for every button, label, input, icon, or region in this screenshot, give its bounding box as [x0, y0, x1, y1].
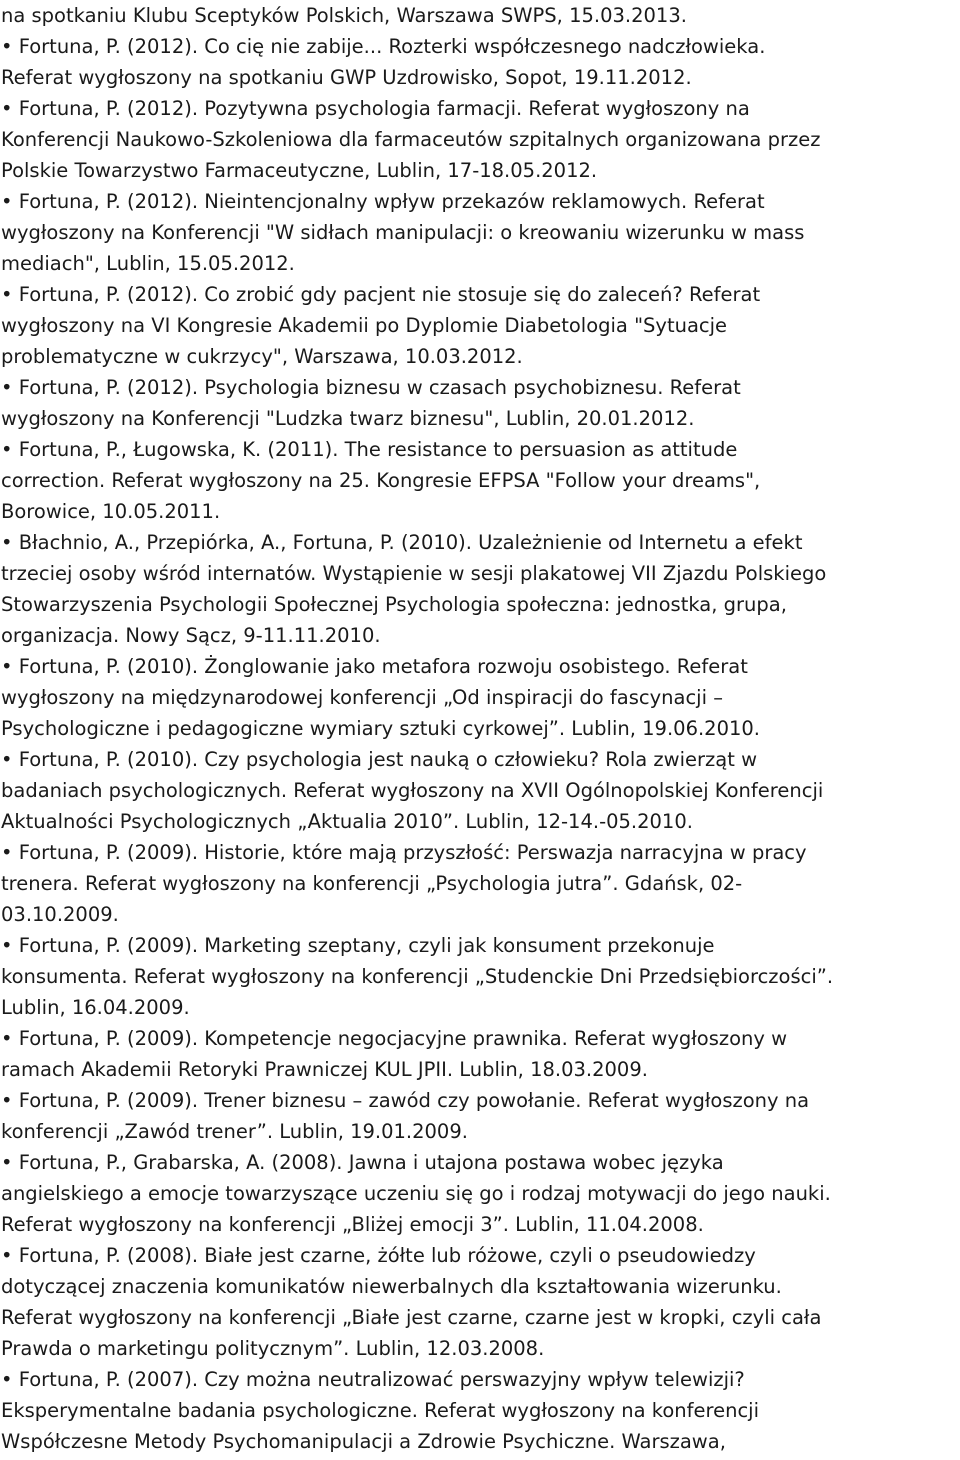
text-line: Aktualności Psychologicznych „Aktualia 2010”. Lublin, 12-14.-05.2010.: [1, 810, 693, 833]
text-line: • Fortuna, P. (2008). Białe jest czarne, żółte lub różowe, czyli o pseudowiedzy: [1, 1244, 756, 1267]
text-line: na spotkaniu Klubu Sceptyków Polskich, Warszawa SWPS, 15.03.2013.: [1, 4, 687, 27]
text-line: • Fortuna, P. (2012). Psychologia biznesu w czasach psychobiznesu. Referat: [1, 376, 741, 399]
text-line: • Fortuna, P. (2012). Co cię nie zabije... Rozterki współczesnego nadczłowieka.: [1, 35, 766, 58]
text-line: Polskie Towarzystwo Farmaceutyczne, Lublin, 17-18.05.2012.: [1, 159, 598, 182]
text-line: Psychologiczne i pedagogiczne wymiary sztuki cyrkowej”. Lublin, 19.06.2010.: [1, 717, 760, 740]
text-line: • Fortuna, P. (2009). Marketing szeptany, czyli jak konsument przekonuje: [1, 934, 715, 957]
text-line: • Fortuna, P. (2009). Historie, które mają przyszłość: Perswazja narracyjna w pracy: [1, 841, 807, 864]
text-line: mediach", Lublin, 15.05.2012.: [1, 252, 295, 275]
text-line: 03.10.2009.: [1, 903, 119, 926]
text-line: wygłoszony na Konferencji "W sidłach manipulacji: o kreowaniu wizerunku w mass: [1, 221, 805, 244]
text-line: Referat wygłoszony na konferencji „Białe jest czarne, czarne jest w kropki, czyli cała: [1, 1306, 822, 1329]
text-line: • Fortuna, P., Ługowska, K. (2011). The resistance to persuasion as attitude: [1, 438, 738, 461]
text-line: badaniach psychologicznych. Referat wygłoszony na XVII Ogólnopolskiej Konferencji: [1, 779, 824, 802]
text-line: trenera. Referat wygłoszony na konferencji „Psychologia jutra”. Gdańsk, 02-: [1, 872, 743, 895]
text-line: • Błachnio, A., Przepiórka, A., Fortuna, P. (2010). Uzależnienie od Internetu a efekt: [1, 531, 803, 554]
text-line: problematyczne w cukrzycy", Warszawa, 10.03.2012.: [1, 345, 523, 368]
text-line: • Fortuna, P. (2010). Żonglowanie jako metafora rozwoju osobistego. Referat: [1, 655, 748, 678]
text-line: Konferencji Naukowo-Szkoleniowa dla farmaceutów szpitalnych organizowana przez: [1, 128, 821, 151]
text-line: • Fortuna, P. (2009). Kompetencje negocjacyjne prawnika. Referat wygłoszony w: [1, 1027, 788, 1050]
text-line: • Fortuna, P., Grabarska, A. (2008). Jawna i utajona postawa wobec języka: [1, 1151, 724, 1174]
text-line: correction. Referat wygłoszony na 25. Kongresie EFPSA "Follow your dreams",: [1, 469, 761, 492]
text-line: • Fortuna, P. (2007). Czy można neutralizować perswazyjny wpływ telewizji?: [1, 1368, 745, 1391]
text-line: • Fortuna, P. (2012). Nieintencjonalny wpływ przekazów reklamowych. Referat: [1, 190, 765, 213]
text-line: Stowarzyszenia Psychologii Społecznej Psychologia społeczna: jednostka, grupa,: [1, 593, 787, 616]
text-line: wygłoszony na międzynarodowej konferencji „Od inspiracji do fascynacji –: [1, 686, 723, 709]
text-line: Referat wygłoszony na spotkaniu GWP Uzdrowisko, Sopot, 19.11.2012.: [1, 66, 692, 89]
text-line: angielskiego a emocje towarzyszące uczeniu się go i rodzaj motywacji do jego nauki.: [1, 1182, 831, 1205]
text-line: • Fortuna, P. (2012). Co zrobić gdy pacjent nie stosuje się do zaleceń? Referat: [1, 283, 761, 306]
text-line: Lublin, 16.04.2009.: [1, 996, 190, 1019]
text-line: wygłoszony na VI Kongresie Akademii po Dyplomie Diabetologia "Sytuacje: [1, 314, 728, 337]
text-line: Referat wygłoszony na konferencji „Bliżej emocji 3”. Lublin, 11.04.2008.: [1, 1213, 704, 1236]
text-line: dotyczącej znaczenia komunikatów niewerbalnych dla kształtowania wizerunku.: [1, 1275, 782, 1298]
text-line: konsumenta. Referat wygłoszony na konferencji „Studenckie Dni Przedsiębiorczości”.: [1, 965, 834, 988]
text-line: Eksperymentalne badania psychologiczne. Referat wygłoszony na konferencji: [1, 1399, 760, 1422]
text-line: Prawda o marketingu politycznym”. Lublin, 12.03.2008.: [1, 1337, 545, 1360]
text-line: • Fortuna, P. (2009). Trener biznesu – zawód czy powołanie. Referat wygłoszony na: [1, 1089, 810, 1112]
text-line: organizacja. Nowy Sącz, 9-11.11.2010.: [1, 624, 381, 647]
text-line: • Fortuna, P. (2010). Czy psychologia jest nauką o człowieku? Rola zwierząt w: [1, 748, 758, 771]
text-line: ramach Akademii Retoryki Prawniczej KUL JPII. Lublin, 18.03.2009.: [1, 1058, 648, 1081]
text-line: • Fortuna, P. (2012). Pozytywna psychologia farmacji. Referat wygłoszony na: [1, 97, 750, 120]
text-line: wygłoszony na Konferencji "Ludzka twarz biznesu", Lublin, 20.01.2012.: [1, 407, 695, 430]
text-line: Współczesne Metody Psychomanipulacji a Zdrowie Psychiczne. Warszawa,: [1, 1430, 726, 1453]
text-line: konferencji „Zawód trener”. Lublin, 19.01.2009.: [1, 1120, 468, 1143]
text-line: trzeciej osoby wśród internatów. Wystąpienie w sesji plakatowej VII Zjazdu Polskiego: [1, 562, 827, 585]
text-line: Borowice, 10.05.2011.: [1, 500, 221, 523]
